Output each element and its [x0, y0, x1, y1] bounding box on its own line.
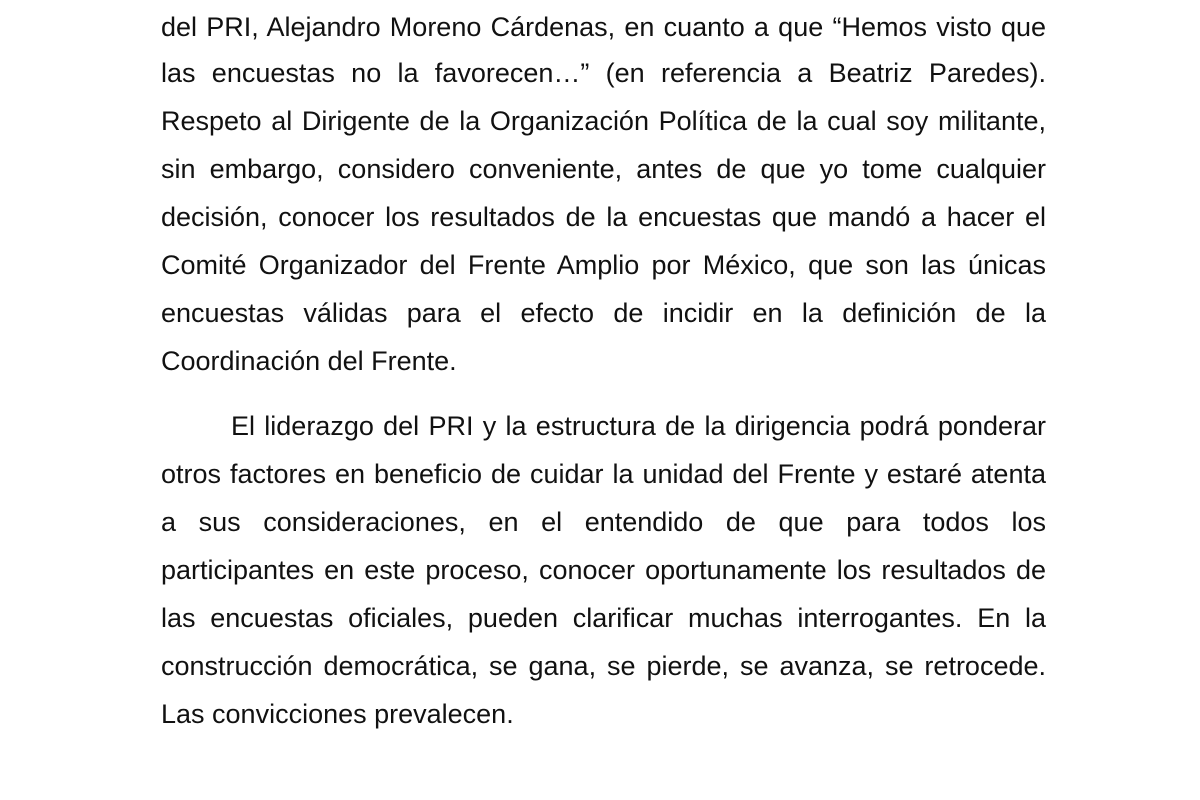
text-line: del PRI, Alejandro Moreno Cárdenas, en cuanto a que “Hemos visto que	[161, 12, 1046, 42]
text-line: participantes en este proceso, conocer oportunamente los resultados de	[161, 555, 1046, 585]
text-line: las encuestas no la favorecen…” (en referencia a Beatriz Paredes).	[161, 58, 1046, 88]
text-line: El liderazgo del PRI y la estructura de la dirigencia podrá ponderar	[231, 411, 1046, 441]
text-line: las encuestas oficiales, pueden clarificar muchas interrogantes. En la	[161, 603, 1046, 633]
text-line: Las convicciones prevalecen.	[161, 699, 514, 729]
text-line: Coordinación del Frente.	[161, 346, 457, 376]
text-line: Respeto al Dirigente de la Organización Política de la cual soy militante,	[161, 106, 1046, 136]
text-line: sin embargo, considero conveniente, antes de que yo tome cualquier	[161, 154, 1046, 184]
text-line: decisión, conocer los resultados de la encuestas que mandó a hacer el	[161, 202, 1046, 232]
text-line: a sus consideraciones, en el entendido de que para todos los	[161, 507, 1046, 537]
text-line: construcción democrática, se gana, se pierde, se avanza, se retrocede.	[161, 651, 1046, 681]
text-line: otros factores en beneficio de cuidar la unidad del Frente y estaré atenta	[161, 459, 1046, 489]
text-line: Comité Organizador del Frente Amplio por México, que son las únicas	[161, 250, 1046, 280]
text-line: encuestas válidas para el efecto de incidir en la definición de la	[161, 298, 1046, 328]
